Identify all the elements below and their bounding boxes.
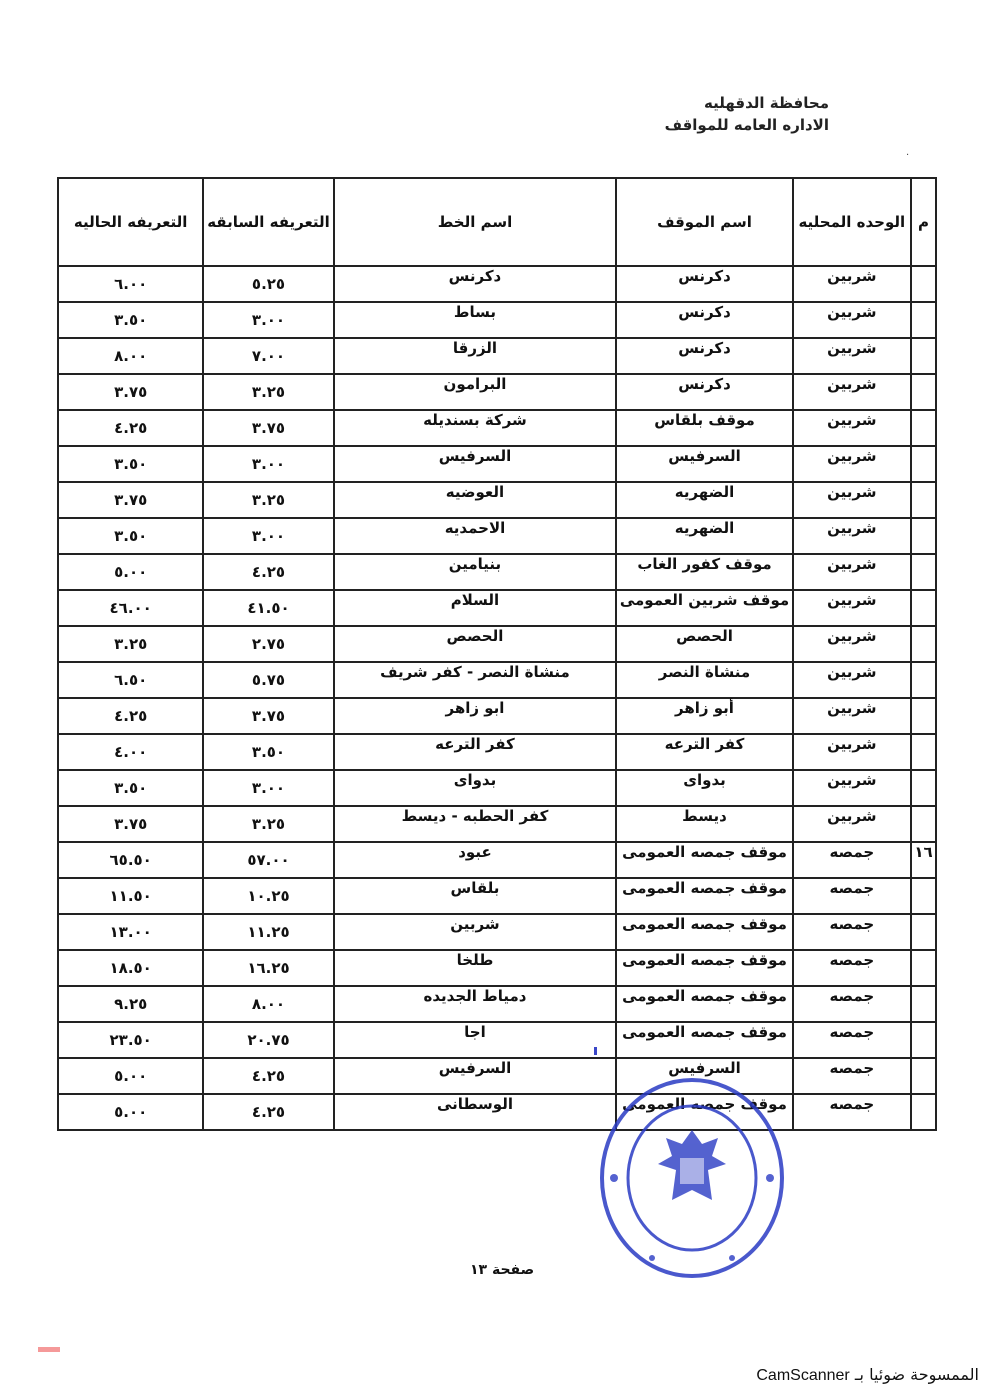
previous-fare-cell: ٣.٢٥ [203,374,333,410]
local-unit-cell: جمصه [793,842,911,878]
local-unit-cell: شربين [793,806,911,842]
previous-fare-cell: ١٠.٢٥ [203,878,333,914]
current-fare-cell: ٣.٥٠ [58,770,203,806]
table-row [58,554,936,590]
table-row [58,662,936,698]
stop-name-cell: موقف شربين العمومى [616,590,792,626]
previous-fare-cell: ٤.٢٥ [203,1058,333,1094]
header-current-fare: التعريفه الحاليه [58,178,203,266]
previous-fare-cell: ٢٠.٧٥ [203,1022,333,1058]
line-name-cell: شركة بسنديله [334,410,617,446]
stop-name-cell: كفر الترعه [616,734,792,770]
row-number-cell [911,302,936,338]
row-number-cell [911,1022,936,1058]
line-name-cell: منشاة النصر - كفر شريف [334,662,617,698]
stop-name-cell: دكرنس [616,338,792,374]
previous-fare-cell: ٣.٢٥ [203,806,333,842]
local-unit-cell: شربين [793,374,911,410]
row-number-cell [911,374,936,410]
current-fare-cell: ٤.٢٥ [58,698,203,734]
stop-name-cell: موقف جمصه العمومى [616,950,792,986]
header-local-unit: الوحده المحليه [793,178,911,266]
stop-name-cell: أبو زاهر [616,698,792,734]
current-fare-cell: ٦٥.٥٠ [58,842,203,878]
stop-name-cell: السرفيس [616,1058,792,1094]
row-number-cell [911,878,936,914]
table-row [58,950,936,986]
stop-name-cell: دكرنس [616,266,792,302]
table-row [58,1022,936,1058]
previous-fare-cell: ٥.٧٥ [203,662,333,698]
local-unit-cell: شربين [793,446,911,482]
current-fare-cell: ٣.٥٠ [58,446,203,482]
current-fare-cell: ٣.٥٠ [58,518,203,554]
local-unit-cell: جمصه [793,1094,911,1130]
row-number-cell [911,626,936,662]
stop-name-cell: موقف بلقاس [616,410,792,446]
local-unit-cell: جمصه [793,1022,911,1058]
current-fare-cell: ٣.٧٥ [58,482,203,518]
stop-name-cell: موقف جمصه العمومى [616,986,792,1022]
row-number-cell [911,986,936,1022]
line-name-cell: عبود [334,842,617,878]
local-unit-cell: جمصه [793,950,911,986]
current-fare-cell: ٥.٠٠ [58,1058,203,1094]
local-unit-cell: شربين [793,410,911,446]
line-name-cell: ابو زاهر [334,698,617,734]
line-name-cell: السرفيس [334,1058,617,1094]
row-number-cell [911,482,936,518]
previous-fare-cell: ٥٧.٠٠ [203,842,333,878]
stop-name-cell: موقف كفور الغاب [616,554,792,590]
row-number-cell: ١٦ [911,842,936,878]
header-line-name: اسم الخط [334,178,617,266]
document-header [665,92,829,136]
stop-name-cell: بدواى [616,770,792,806]
table-row [58,878,936,914]
scanner-prefix: الممسوحة ضوئيا بـ [854,1365,979,1384]
table-row [58,410,936,446]
current-fare-cell: ٤.٢٥ [58,410,203,446]
table-row [58,338,936,374]
header-stop-name: اسم الموقف [616,178,792,266]
stop-name-cell: موقف جمصه العمومى [616,878,792,914]
line-name-cell: الزرقا [334,338,617,374]
local-unit-cell: جمصه [793,914,911,950]
line-name-cell: بدواى [334,770,617,806]
line-name-cell: الوسطانى [334,1094,617,1130]
row-number-cell [911,698,936,734]
table-header-row [58,178,936,266]
pen-mark [594,1047,597,1055]
previous-fare-cell: ٣.٠٠ [203,770,333,806]
line-name-cell: دمياط الجديده [334,986,617,1022]
previous-fare-cell: ١٦.٢٥ [203,950,333,986]
table-row [58,1058,936,1094]
local-unit-cell: شربين [793,338,911,374]
previous-fare-cell: ٥.٢٥ [203,266,333,302]
row-number-cell [911,410,936,446]
table-row [58,374,936,410]
local-unit-cell: شربين [793,266,911,302]
local-unit-cell: جمصه [793,1058,911,1094]
local-unit-cell: شربين [793,590,911,626]
stop-name-cell: دكرنس [616,302,792,338]
previous-fare-cell: ١١.٢٥ [203,914,333,950]
stop-name-cell: موقف جمصه العمومى [616,842,792,878]
table-row [58,482,936,518]
line-name-cell: البرامون [334,374,617,410]
row-number-cell [911,662,936,698]
stop-name-cell: موقف جمصه العمومى [616,914,792,950]
current-fare-cell: ١٨.٥٠ [58,950,203,986]
local-unit-cell: شربين [793,482,911,518]
local-unit-cell: شربين [793,518,911,554]
table-row [58,842,936,878]
table-row [58,1094,936,1130]
current-fare-cell: ٦.٠٠ [58,266,203,302]
fare-table [57,177,937,1131]
previous-fare-cell: ٤١.٥٠ [203,590,333,626]
table-row [58,590,936,626]
current-fare-cell: ٣.٧٥ [58,374,203,410]
eagle-emblem-icon [658,1130,726,1200]
current-fare-cell: ٥.٠٠ [58,554,203,590]
stop-name-cell: الضهريه [616,518,792,554]
current-fare-cell: ٣.٥٠ [58,302,203,338]
line-name-cell: السلام [334,590,617,626]
row-number-cell [911,590,936,626]
line-name-cell: بساط [334,302,617,338]
current-fare-cell: ٨.٠٠ [58,338,203,374]
line-name-cell: العوضيه [334,482,617,518]
line-name-cell: الاحمديه [334,518,617,554]
table-row [58,770,936,806]
table-row [58,302,936,338]
local-unit-cell: شربين [793,770,911,806]
table-row [58,518,936,554]
local-unit-cell: شربين [793,302,911,338]
current-fare-cell: ٣.٢٥ [58,626,203,662]
table-row [58,626,936,662]
row-number-cell [911,950,936,986]
corner-mark [38,1347,60,1352]
table-row [58,734,936,770]
previous-fare-cell: ٤.٢٥ [203,1094,333,1130]
table-row [58,446,936,482]
current-fare-cell: ٢٣.٥٠ [58,1022,203,1058]
current-fare-cell: ٤٦.٠٠ [58,590,203,626]
previous-fare-cell: ٣.٧٥ [203,410,333,446]
line-name-cell: اجا [334,1022,617,1058]
previous-fare-cell: ٣.٠٠ [203,446,333,482]
table-row [58,806,936,842]
current-fare-cell: ٩.٢٥ [58,986,203,1022]
row-number-cell [911,914,936,950]
current-fare-cell: ٣.٧٥ [58,806,203,842]
line-name-cell: الحصص [334,626,617,662]
current-fare-cell: ١١.٥٠ [58,878,203,914]
current-fare-cell: ٥.٠٠ [58,1094,203,1130]
table-row [58,914,936,950]
row-number-cell [911,734,936,770]
row-number-cell [911,806,936,842]
row-number-cell [911,518,936,554]
stop-name-cell: موقف جمصه العمومى [616,1022,792,1058]
line-name-cell: كفر الترعه [334,734,617,770]
table-row [58,986,936,1022]
official-stamp [592,1072,792,1284]
table-row [58,266,936,302]
scan-dot: · [906,150,910,161]
row-number-cell [911,446,936,482]
page-number: صفحة ١٣ [470,1262,535,1278]
current-fare-cell: ١٣.٠٠ [58,914,203,950]
row-number-cell [911,554,936,590]
stop-name-cell: موقف جمصه العمومى [616,1094,792,1130]
table-row [58,698,936,734]
line-name-cell: طلخا [334,950,617,986]
scanner-brand: CamScanner [756,1367,850,1384]
local-unit-cell: شربين [793,626,911,662]
stop-name-cell: الحصص [616,626,792,662]
row-number-cell [911,266,936,302]
row-number-cell [911,770,936,806]
previous-fare-cell: ٣.٠٠ [203,302,333,338]
local-unit-cell: جمصه [793,986,911,1022]
stop-name-cell: السرفيس [616,446,792,482]
department-title: الاداره العامه للمواقف [664,116,829,134]
line-name-cell: شربين [334,914,617,950]
local-unit-cell: شربين [793,734,911,770]
header-previous-fare: التعريفه السابقه [203,178,333,266]
stop-name-cell: ديسط [616,806,792,842]
governorate-title: محافظة الدقهليه [704,94,829,112]
local-unit-cell: شربين [793,662,911,698]
local-unit-cell: شربين [793,554,911,590]
previous-fare-cell: ٣.٢٥ [203,482,333,518]
fare-table-body [58,266,936,1130]
local-unit-cell: شربين [793,698,911,734]
stop-name-cell: دكرنس [616,374,792,410]
previous-fare-cell: ٧.٠٠ [203,338,333,374]
line-name-cell: كفر الحطبه - ديسط [334,806,617,842]
current-fare-cell: ٦.٥٠ [58,662,203,698]
header-m: م [911,178,936,266]
previous-fare-cell: ٣.٠٠ [203,518,333,554]
previous-fare-cell: ٢.٧٥ [203,626,333,662]
line-name-cell: بلقاس [334,878,617,914]
local-unit-cell: جمصه [793,878,911,914]
previous-fare-cell: ٣.٥٠ [203,734,333,770]
current-fare-cell: ٤.٠٠ [58,734,203,770]
previous-fare-cell: ٤.٢٥ [203,554,333,590]
row-number-cell [911,1058,936,1094]
scanner-watermark [756,1365,979,1385]
previous-fare-cell: ٣.٧٥ [203,698,333,734]
stop-name-cell: منشاة النصر [616,662,792,698]
stop-name-cell: الضهريه [616,482,792,518]
line-name-cell: دكرنس [334,266,617,302]
line-name-cell: بنيامين [334,554,617,590]
line-name-cell: السرفيس [334,446,617,482]
row-number-cell [911,338,936,374]
previous-fare-cell: ٨.٠٠ [203,986,333,1022]
row-number-cell [911,1094,936,1130]
